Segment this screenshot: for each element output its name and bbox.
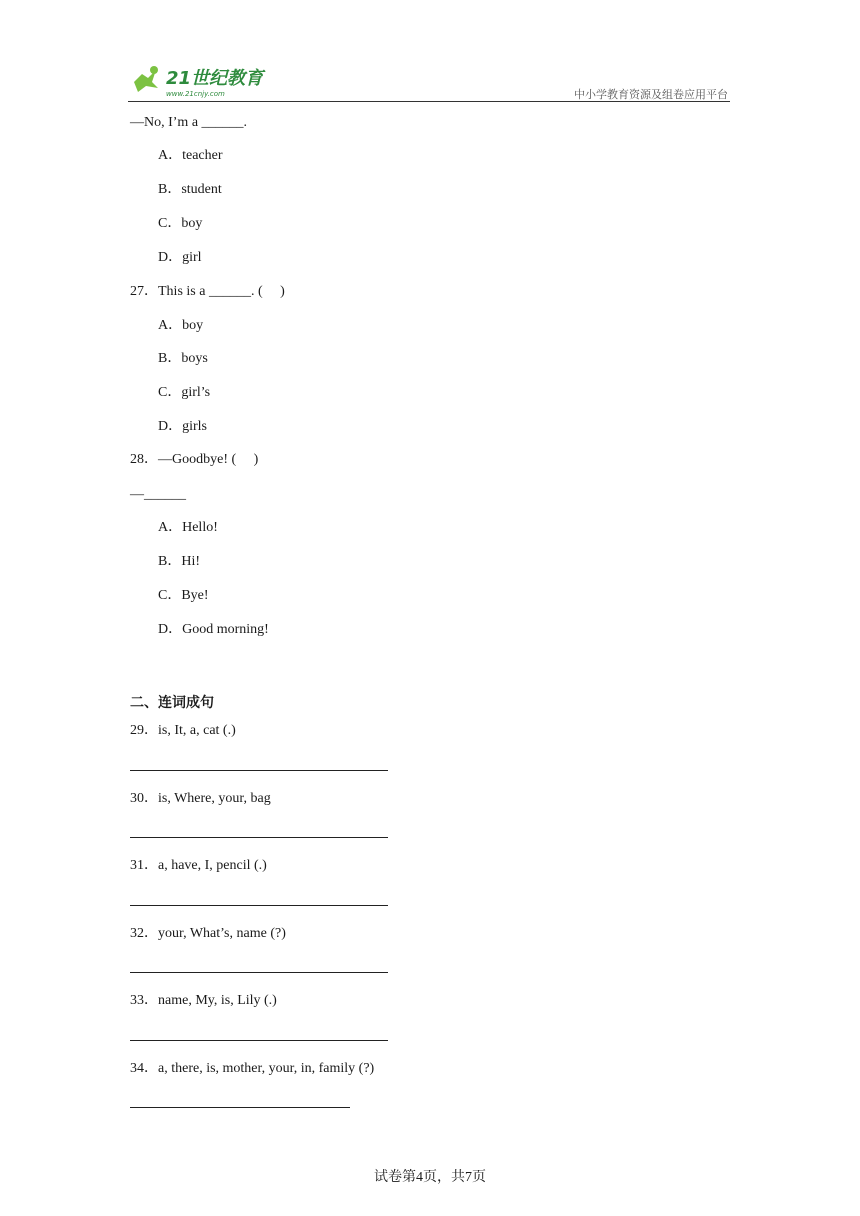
- sentence-item-33: 33．name, My, is, Lily (.): [130, 993, 277, 1008]
- question-26-reply-line: —No, I’m a ______.: [130, 115, 248, 130]
- q27-option-b: B．boys: [158, 351, 208, 366]
- question-27-stem: 27．This is a ______. ( ): [130, 284, 285, 299]
- site-logo: [128, 62, 268, 100]
- answer-line-34: [130, 1107, 350, 1108]
- q28-option-b: B．Hi!: [158, 554, 200, 569]
- sentence-item-29: 29．is, It, a, cat (.): [130, 723, 236, 738]
- sentence-item-34: 34．a, there, is, mother, your, in, family (?): [130, 1061, 375, 1076]
- q26-option-d: D．girl: [158, 250, 202, 265]
- q28-option-a: A．Hello!: [158, 520, 218, 535]
- svg-text:21世纪教育: 21世纪教育: [166, 68, 264, 89]
- answer-line-31: [130, 905, 388, 906]
- sentence-item-31: 31．a, have, I, pencil (.): [130, 858, 267, 873]
- answer-line-30: [130, 837, 388, 838]
- page-footer: 试卷第4页，共7页: [374, 1170, 486, 1185]
- page-header: [128, 62, 730, 104]
- q27-option-c: C．girl’s: [158, 385, 211, 400]
- header-divider: [128, 101, 730, 102]
- answer-line-33: [130, 1040, 388, 1041]
- question-28-stem: 28．—Goodbye! ( ): [130, 452, 259, 467]
- svg-text:www.21cnjy.com: www.21cnjy.com: [166, 90, 225, 98]
- q26-option-a: A．teacher: [158, 148, 223, 163]
- q26-option-b: B．student: [158, 182, 222, 197]
- answer-line-29: [130, 770, 388, 771]
- q27-option-a: A．boy: [158, 318, 204, 333]
- q26-option-c: C．boy: [158, 216, 203, 231]
- sentence-item-32: 32．your, What’s, name (?): [130, 926, 286, 941]
- answer-line-32: [130, 972, 388, 973]
- q28-option-c: C．Bye!: [158, 588, 209, 603]
- header-platform-text: 中小学教育资源及组卷应用平台: [574, 88, 728, 101]
- question-28-reply: —______: [130, 487, 186, 502]
- q28-option-d: D．Good morning!: [158, 622, 269, 637]
- sentence-item-30: 30．is, Where, your, bag: [130, 791, 271, 806]
- section-title: 二、连词成句: [130, 695, 214, 711]
- q27-option-d: D．girls: [158, 419, 207, 434]
